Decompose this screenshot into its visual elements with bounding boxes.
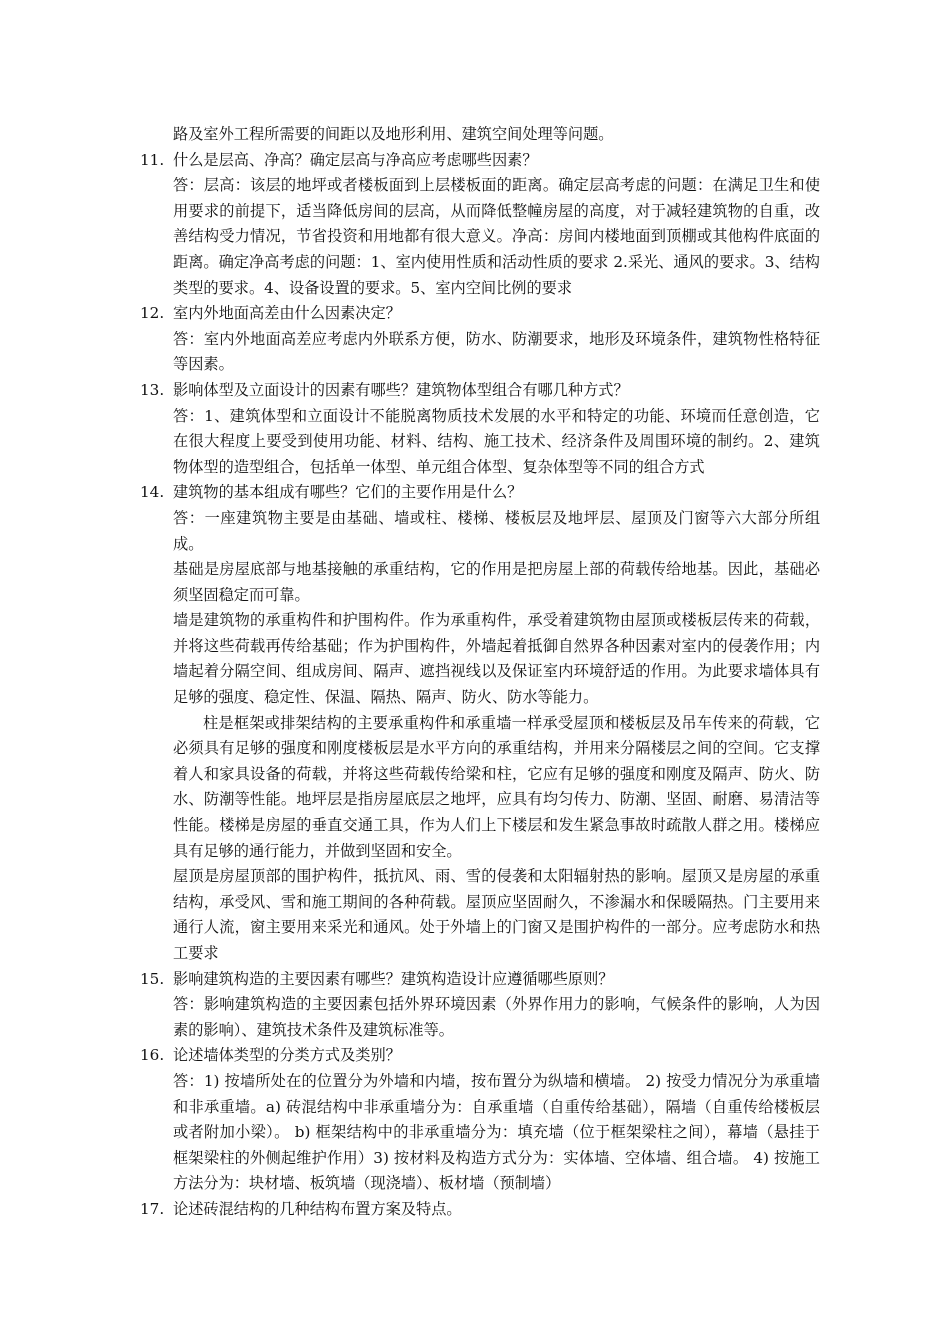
wall-paragraph: 墙是建筑物的承重构件和护围构件。作为承重构件，承受着建筑物由屋顶或楼板层传来的荷载，并将这些荷载再传给基础；作为护围构件，外墙起着抵御自然界各种因素对室内的侵袭作用；内墙起着分隔空间、组成房间、隔声、遮挡视线以及保证室内环境舒适的作用。为此要求墙体具有足够的强度、稳定性、保温、隔热、隔声、防火、防水等能力。	[173, 611, 820, 707]
document-body	[140, 122, 820, 1223]
question-11	[140, 148, 820, 174]
question-number: 16.	[140, 1046, 165, 1065]
answer-paragraph: 答：室内外地面高差应考虑内外联系方便，防水、防潮要求，地形及环境条件，建筑物性格特征等因素。	[173, 329, 820, 374]
question-text: 什么是层高、净高？确定层高与净高应考虑哪些因素？	[173, 150, 538, 169]
answer-paragraph: 答：影响建筑构造的主要因素包括外界环境因素（外界作用力的影响，气候条件的影响，人为因素的影响）、建筑技术条件及建筑标准等。	[173, 995, 820, 1039]
roof-door-window-paragraph: 屋顶是房屋顶部的围护构件，抵抗风、雨、雪的侵袭和太阳辐射热的影响。屋顶又是房屋的承重结构，承受风、雪和施工期间的各种荷载。屋顶应坚固耐久，不渗漏水和保暖隔热。门主要用来通行人流，窗主要用来采光和通风。处于外墙上的门窗又是围护构件的一部分。应考虑防水和热工要求	[173, 867, 820, 962]
answer-paragraph: 答：一座建筑物主要是由基础、墙或柱、楼梯、楼板层及地坪层、屋顶及门窗等六大部分所组成。	[173, 508, 820, 553]
question-text: 影响体型及立面设计的因素有哪些？建筑物体型组合有哪几种方式？	[173, 380, 629, 399]
question-text: 室内外地面高差由什么因素决定？	[173, 304, 401, 323]
question-number: 14.	[140, 483, 165, 502]
question-12	[140, 301, 820, 327]
question-14	[140, 480, 820, 506]
question-13	[140, 378, 820, 404]
question-17	[140, 1197, 820, 1223]
question-15	[140, 967, 820, 993]
question-number: 12.	[140, 304, 165, 323]
answer-paragraph: 答：1) 按墙所处在的位置分为外墙和内墙，按布置分为纵墙和横墙。 2) 按受力情况分为承重墙和非承重墙。a) 砖混结构中非承重墙分为：自承重墙（自重传给基础），隔墙（自重传给楼板层或者附加小梁）。 b) 框架结构中的非承重墙分为：填充墙（位于框架梁柱之间），幕墙（悬挂于框架梁柱的外侧起维护作用）3) 按材料及构造方式分为：实体墙、空体墙、组合墙。 4) 按施工方法分为：块材墙、板筑墙（现浇墙）、板材墙（预制墙）	[173, 1071, 820, 1193]
lead-paragraph: 路及室外工程所需要的间距以及地形利用、建筑空间处理等问题。	[173, 125, 614, 143]
question-number: 11.	[140, 150, 165, 169]
question-number: 13.	[140, 380, 165, 399]
question-number: 17.	[140, 1199, 165, 1218]
answer-paragraph: 答：层高：该层的地坪或者楼板面到上层楼板面的距离。确定层高考虑的问题：在满足卫生和使用要求的前提下，适当降低房间的层高，从而降低整幢房屋的高度，对于减轻建筑物的自重，改善结构受力情况，节省投资和用地都有很大意义。净高：房间内楼地面到顶棚或其他构件底面的距离。确定净高考虑的问题：1、室内使用性质和活动性质的要求 2.采光、通风的要求。3、结构类型的要求。4、设备设置的要求。5、室内空间比例的要求	[173, 176, 820, 297]
question-text: 论述墙体类型的分类方式及类别？	[173, 1046, 401, 1065]
question-number: 15.	[140, 969, 165, 988]
foundation-paragraph: 基础是房屋底部与地基接触的承重结构，它的作用是把房屋上部的荷载传给地基。因此，基础必须坚固稳定而可靠。	[173, 560, 820, 604]
answer-paragraph: 答：1、建筑体型和立面设计不能脱离物质技术发展的水平和特定的功能、环境而任意创造，它在很大程度上要受到使用功能、材料、结构、施工技术、经济条件及周围环境的制约。2、建筑物体型的造型组合，包括单一体型、单元组合体型、复杂体型等不同的组合方式	[173, 406, 820, 476]
question-16	[140, 1043, 820, 1069]
question-text: 论述砖混结构的几种结构布置方案及特点。	[173, 1199, 462, 1218]
question-text: 建筑物的基本组成有哪些？它们的主要作用是什么？	[173, 483, 523, 502]
question-text: 影响建筑构造的主要因素有哪些？建筑构造设计应遵循哪些原则？	[173, 969, 614, 988]
column-floor-paragraph: 柱是框架或排架结构的主要承重构件和承重墙一样承受屋顶和楼板层及吊车传来的荷载，它必须具有足够的强度和刚度楼板层是水平方向的承重结构，并用来分隔楼层之间的空间。它支撑着人和家具设备的荷载，并将这些荷载传给梁和柱，它应有足够的强度和刚度及隔声、防火、防水、防潮等性能。地坪层是指房屋底层之地坪，应具有均匀传力、防潮、坚固、耐磨、易清洁等性能。楼梯是房屋的垂直交通工具，作为人们上下楼层和发生紧急事故时疏散人群之用。楼梯应具有足够的通行能力，并做到坚固和安全。	[173, 713, 820, 860]
